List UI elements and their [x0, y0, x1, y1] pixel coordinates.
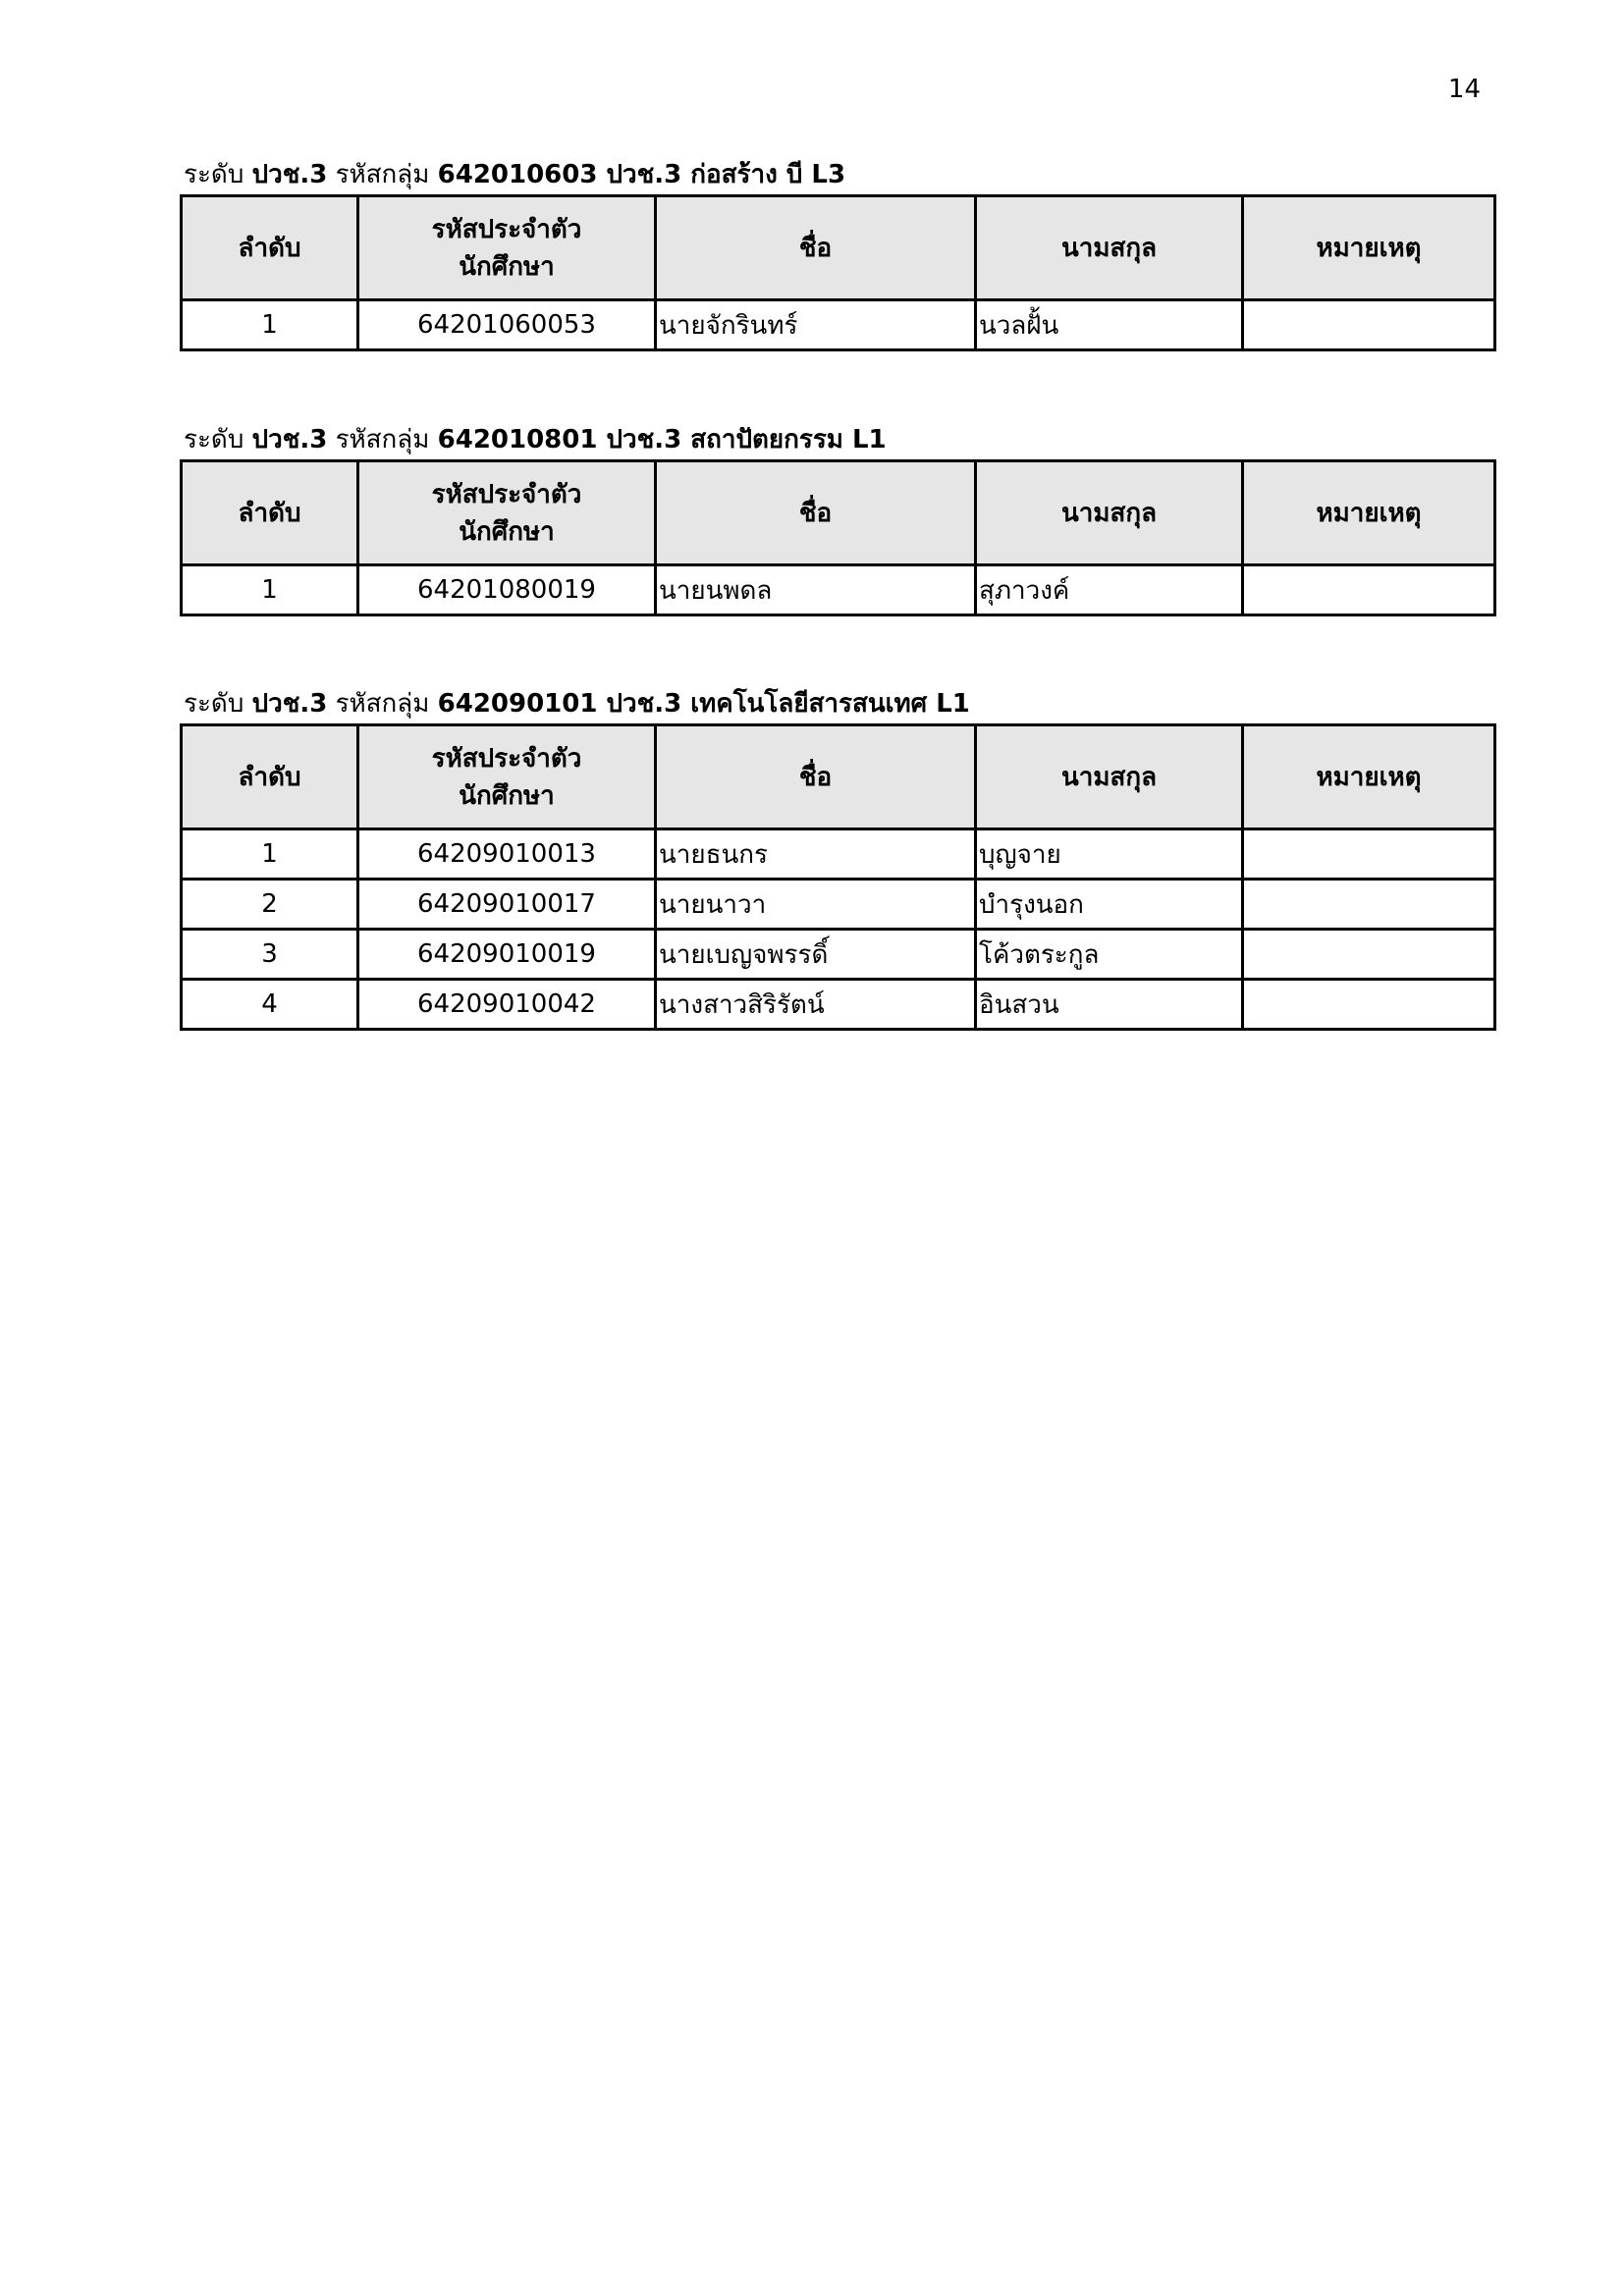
cell-last-name: สุภาวงค์ [976, 565, 1243, 615]
section [180, 684, 1493, 1031]
cell-last-name: อินสวน [976, 980, 1243, 1030]
cell-first-name: นายเบญจพรรดิ์ [656, 930, 976, 980]
header-student-id-line2: นักศึกษา [459, 516, 555, 547]
student-table [180, 723, 1496, 1031]
header-first-name: ชื่อ [656, 725, 976, 829]
header-note: หมายเหตุ [1243, 196, 1495, 300]
header-student-id-line2: นักศึกษา [459, 251, 555, 282]
cell-last-name: บุญจาย [976, 829, 1243, 880]
cell-student-id: 64209010017 [358, 880, 656, 930]
cell-first-name: นายนพดล [656, 565, 976, 615]
section [180, 420, 1493, 616]
table-header-row [182, 461, 1495, 565]
cell-student-id: 64209010013 [358, 829, 656, 880]
page-number: 14 [1447, 75, 1481, 104]
level-prefix: ระดับ [184, 160, 244, 189]
header-note: หมายเหตุ [1243, 461, 1495, 565]
table-row [182, 930, 1495, 980]
cell-order: 1 [182, 829, 358, 880]
cell-note [1243, 930, 1495, 980]
cell-order: 2 [182, 880, 358, 930]
header-first-name: ชื่อ [656, 461, 976, 565]
section-heading [184, 420, 1493, 459]
section-heading [184, 155, 1493, 194]
cell-first-name: นายนาวา [656, 880, 976, 930]
header-student-id [358, 461, 656, 565]
cell-student-id: 64201080019 [358, 565, 656, 615]
cell-note [1243, 980, 1495, 1030]
level-value: ปวช.3 [251, 160, 328, 189]
table-header-row [182, 196, 1495, 300]
cell-note [1243, 300, 1495, 350]
cell-last-name: นวลฝั้น [976, 300, 1243, 350]
section-heading [184, 684, 1493, 723]
header-first-name: ชื่อ [656, 196, 976, 300]
section [180, 155, 1493, 351]
student-table [180, 194, 1496, 351]
header-student-id-line1: รหัสประจำตัว [431, 743, 582, 774]
header-student-id-line1: รหัสประจำตัว [431, 479, 582, 509]
student-table [180, 459, 1496, 616]
header-order: ลำดับ [182, 461, 358, 565]
table-row [182, 829, 1495, 880]
cell-first-name: นางสาวสิริรัตน์ [656, 980, 976, 1030]
cell-order: 1 [182, 565, 358, 615]
level-prefix: ระดับ [184, 689, 244, 719]
cell-note [1243, 565, 1495, 615]
table-row [182, 565, 1495, 615]
cell-note [1243, 880, 1495, 930]
header-last-name: นามสกุล [976, 725, 1243, 829]
cell-student-id: 64209010019 [358, 930, 656, 980]
table-header-row [182, 725, 1495, 829]
table-row [182, 880, 1495, 930]
header-order: ลำดับ [182, 725, 358, 829]
cell-order: 4 [182, 980, 358, 1030]
level-value: ปวช.3 [251, 689, 328, 719]
group-text: 642010801 ปวช.3 สถาปัตยกรรม L1 [437, 425, 887, 454]
cell-last-name: บำรุงนอก [976, 880, 1243, 930]
group-label: รหัสกลุ่ม [335, 425, 430, 454]
header-last-name: นามสกุล [976, 461, 1243, 565]
group-label: รหัสกลุ่ม [335, 160, 430, 189]
cell-first-name: นายจักรินทร์ [656, 300, 976, 350]
header-student-id-line2: นักศึกษา [459, 780, 555, 811]
cell-first-name: นายธนกร [656, 829, 976, 880]
group-text: 642090101 ปวช.3 เทคโนโลยีสารสนเทศ L1 [437, 689, 970, 719]
cell-order: 3 [182, 930, 358, 980]
header-last-name: นามสกุล [976, 196, 1243, 300]
table-row [182, 300, 1495, 350]
cell-order: 1 [182, 300, 358, 350]
group-text: 642010603 ปวช.3 ก่อสร้าง บี L3 [437, 160, 846, 189]
level-value: ปวช.3 [251, 425, 328, 454]
header-student-id [358, 196, 656, 300]
header-note: หมายเหตุ [1243, 725, 1495, 829]
table-row [182, 980, 1495, 1030]
group-label: รหัสกลุ่ม [335, 689, 430, 719]
header-order: ลำดับ [182, 196, 358, 300]
header-student-id [358, 725, 656, 829]
level-prefix: ระดับ [184, 425, 244, 454]
cell-student-id: 64209010042 [358, 980, 656, 1030]
header-student-id-line1: รหัสประจำตัว [431, 214, 582, 244]
cell-note [1243, 829, 1495, 880]
cell-student-id: 64201060053 [358, 300, 656, 350]
cell-last-name: โค้วตระกูล [976, 930, 1243, 980]
